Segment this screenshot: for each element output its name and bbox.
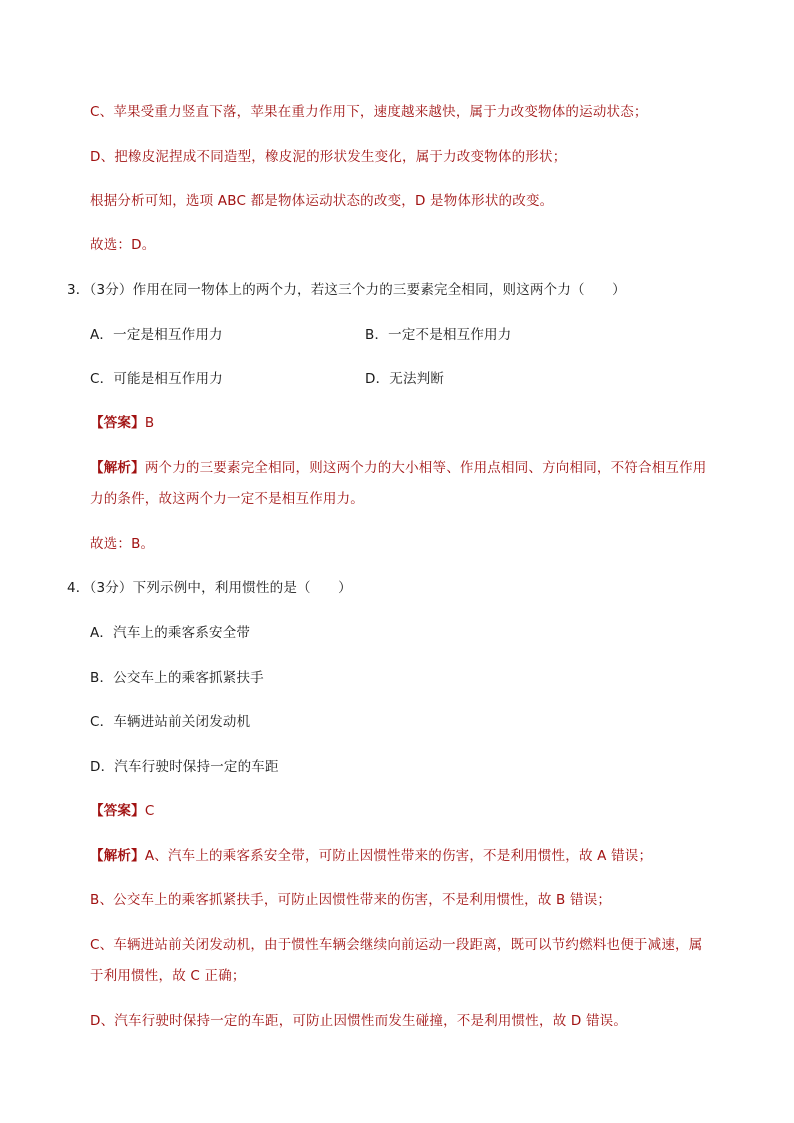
q4-analysis-a [90,847,652,865]
q3-option-b: B．一定不是相互作用力 [365,327,512,343]
q4-option-a: A．汽车上的乘客系安全带 [90,625,251,641]
q4-option-d: D．汽车行驶时保持一定的车距 [90,759,279,775]
q4-option-b: B．公交车上的乘客抓紧扶手 [90,670,264,686]
q4-analysis-d: D、汽车行驶时保持一定的车距，可防止因惯性而发生碰撞，不是利用惯性，故 D 错误。 [90,1013,628,1029]
q3-answer [90,414,154,432]
q4-answer-value: C [144,803,155,819]
q3-choice: 故选：B。 [90,536,155,552]
q3-answer-tag: 【答案】 [90,415,145,431]
q3-option-a: A．一定是相互作用力 [90,327,223,343]
q4-answer [90,802,154,820]
prev-analysis-c: C、苹果受重力竖直下落，苹果在重力作用下，速度越来越快，属于力改变物体的运动状态； [90,104,648,120]
q4-analysis-c1: C、车辆进站前关闭发动机，由于惯性车辆会继续向前运动一段距离，既可以节约燃料也便于减速，属 [90,937,703,953]
q3-analysis-tag: 【解析】 [90,460,145,476]
q3-analysis-line2: 力的条件，故这两个力一定不是相互作用力。 [90,491,364,507]
q4-analysis-b: B、公交车上的乘客抓紧扶手，可防止因惯性带来的伤害，不是利用惯性，故 B 错误； [90,892,612,908]
q3-answer-value: B [144,415,155,431]
prev-analysis-d: D、把橡皮泥捏成不同造型，橡皮泥的形状发生变化，属于力改变物体的形状； [90,149,567,165]
q3-option-c: C．可能是相互作用力 [90,371,223,387]
q4-option-c: C．车辆进站前关闭发动机 [90,714,251,730]
q3-stem: 3．（3分）作用在同一物体上的两个力，若这三个力的三要素完全相同，则这两个力（ ） [67,282,626,298]
q4-analysis-tag: 【解析】 [90,848,145,864]
prev-choice: 故选：D。 [90,237,156,253]
q4-stem: 4．（3分）下列示例中，利用惯性的是（ ） [67,580,352,596]
q3-option-d: D．无法判断 [365,371,445,387]
q4-analysis-c2: 于利用惯性，故 C 正确； [90,968,246,984]
q4-answer-tag: 【答案】 [90,803,145,819]
q4-analysis-a-text: A、汽车上的乘客系安全带，可防止因惯性带来的伤害，不是利用惯性，故 A 错误； [144,848,653,864]
q3-analysis-text1: 两个力的三要素完全相同，则这两个力的大小相等、作用点相同、方向相同，不符合相互作用 [144,460,707,476]
prev-analysis-summary: 根据分析可知，选项 ABC 都是物体运动状态的改变，D 是物体形状的改变。 [90,193,554,209]
q3-analysis-line1 [90,459,707,477]
